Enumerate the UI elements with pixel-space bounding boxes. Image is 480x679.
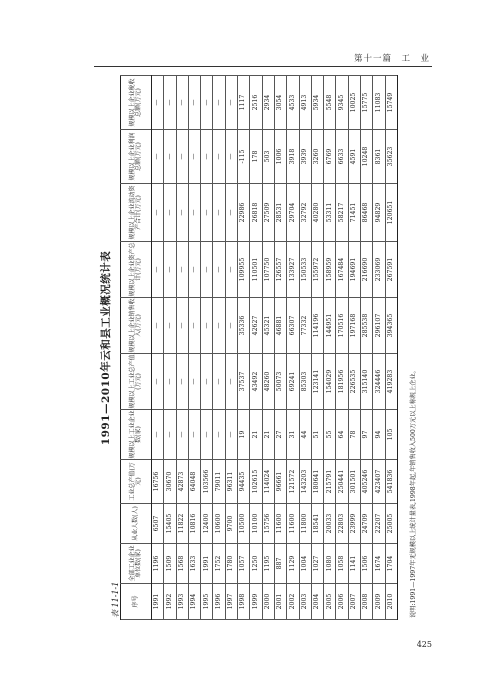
table-row — [385, 76, 397, 620]
table-cell: 1992 — [164, 584, 176, 620]
table-cell: 42627 — [250, 298, 262, 354]
table-cell: 1633 — [188, 544, 200, 584]
table-cell: 1752 — [213, 544, 225, 584]
table-cell: 45321 — [262, 298, 274, 354]
table-cell: — — [225, 298, 237, 354]
table-cell: 1058 — [336, 544, 348, 584]
table-cell: 1080 — [324, 544, 336, 584]
table-cell: 1129 — [287, 544, 299, 584]
table-cell: — — [164, 242, 176, 298]
table-cell: 1996 — [213, 584, 225, 620]
table-cell: 11600 — [274, 504, 286, 544]
table-cell: 3939 — [299, 130, 311, 184]
table-cell: 1006 — [274, 130, 286, 184]
table-cell: 103566 — [201, 460, 213, 504]
table-cell: — — [201, 410, 213, 460]
table-cell: 28531 — [274, 184, 286, 242]
table-cell: 15756 — [262, 504, 274, 544]
table-cell: 324446 — [373, 354, 385, 410]
table-cell: 46881 — [274, 298, 286, 354]
table-cell: 25005 — [385, 504, 397, 544]
table-cell: — — [201, 242, 213, 298]
table-cell: 170516 — [336, 298, 348, 354]
table-cell: — — [213, 410, 225, 460]
table-cell: 1568 — [176, 544, 188, 584]
table-cell: 1993 — [176, 584, 188, 620]
table-cell: — — [213, 184, 225, 242]
table-cell: 233069 — [373, 242, 385, 298]
table-cell: — — [188, 410, 200, 460]
table-cell: — — [152, 354, 164, 410]
table-cell: 1509 — [164, 544, 176, 584]
table-cell: 3260 — [311, 130, 323, 184]
table-cell: 53311 — [324, 184, 336, 242]
table-cell: 31 — [287, 410, 299, 460]
table-row — [152, 76, 164, 620]
table-row — [176, 76, 188, 620]
column-header: 规模以上企业利润总额(万元) — [121, 130, 152, 184]
table-cell: — — [225, 410, 237, 460]
table-cell: 126557 — [274, 242, 286, 298]
table-cell: 44 — [299, 410, 311, 460]
column-header: 规模以上工业企业数(家) — [121, 410, 152, 460]
table-cell: 78 — [348, 410, 360, 460]
table-row — [262, 76, 274, 620]
column-header: 工业总产值(万元) — [121, 460, 152, 504]
table-cell: 2001 — [274, 584, 286, 620]
table-cell: — — [201, 184, 213, 242]
table-cell: 23999 — [348, 504, 360, 544]
table-header-row — [121, 76, 152, 620]
table-cell: 1004 — [299, 544, 311, 584]
column-header: 规模以上企业资产总计(万元) — [121, 242, 152, 298]
table-cell: 181956 — [336, 354, 348, 410]
table-cell: 97 — [361, 410, 373, 460]
table-cell: 150533 — [299, 242, 311, 298]
table-body — [152, 76, 398, 620]
table-cell: — — [164, 130, 176, 184]
table-cell: 20033 — [324, 504, 336, 544]
table-cell: 11083 — [373, 76, 385, 130]
table-cell: — — [152, 410, 164, 460]
table-cell: 3054 — [274, 76, 286, 130]
table-cell: 114196 — [311, 298, 323, 354]
table-cell: 43492 — [250, 354, 262, 410]
table-cell: 11822 — [176, 504, 188, 544]
table-cell: — — [213, 298, 225, 354]
table-cell: 85303 — [299, 354, 311, 410]
table-cell: 35623 — [385, 130, 397, 184]
table-cell: — — [176, 184, 188, 242]
table-cell: 405246 — [361, 460, 373, 504]
table-row — [274, 76, 286, 620]
table-cell: 109955 — [238, 242, 250, 298]
table-cell: 9700 — [225, 504, 237, 544]
table-cell: 2003 — [299, 584, 311, 620]
table-cell: 2010 — [385, 584, 397, 620]
column-header: 序号 — [121, 584, 152, 620]
table-cell: 2004 — [311, 584, 323, 620]
table-cell: 2934 — [262, 76, 274, 130]
table-row — [336, 76, 348, 620]
table-cell: 110501 — [250, 242, 262, 298]
table-cell: 6769 — [324, 130, 336, 184]
table-cell: 1997 — [225, 584, 237, 620]
table-cell: 226535 — [348, 354, 360, 410]
table-cell: 2008 — [361, 584, 373, 620]
table-cell: 2007 — [348, 584, 360, 620]
table-cell: 107750 — [262, 242, 274, 298]
table-cell: 178 — [250, 130, 262, 184]
table-cell: — — [164, 76, 176, 130]
table-cell: 27 — [274, 410, 286, 460]
table-cell: 1117 — [238, 76, 250, 130]
table-row — [373, 76, 385, 620]
table-cell: 5934 — [311, 76, 323, 130]
table-cell: 2009 — [373, 584, 385, 620]
table-row — [164, 76, 176, 620]
table-cell: 22986 — [238, 184, 250, 242]
table-cell: 8361 — [373, 130, 385, 184]
table-cell: 887 — [274, 544, 286, 584]
table-cell: 5548 — [324, 76, 336, 130]
table-cell: 6507 — [152, 504, 164, 544]
table-cell: 1057 — [238, 544, 250, 584]
table-cell: — — [152, 184, 164, 242]
table-cell: 79011 — [213, 460, 225, 504]
table-cell: — — [225, 184, 237, 242]
table-cell: 40280 — [311, 184, 323, 242]
table-cell: 2516 — [250, 76, 262, 130]
table-cell: 1141 — [348, 544, 360, 584]
table-cell: — — [152, 130, 164, 184]
table-title: 1991—2010年云和县工业概况统计表 — [100, 250, 112, 446]
table-cell: 197168 — [348, 298, 360, 354]
table-cell: 24709 — [361, 504, 373, 544]
table-cell: 296107 — [373, 298, 385, 354]
statistics-table — [120, 75, 398, 620]
table-cell: 285538 — [361, 298, 373, 354]
table-cell: — — [188, 242, 200, 298]
table-cell: 10100 — [250, 504, 262, 544]
page-header — [94, 52, 432, 67]
table-cell: 32792 — [299, 184, 311, 242]
table-cell: — — [225, 242, 237, 298]
table-cell: 194691 — [348, 242, 360, 298]
table-cell: 1780 — [225, 544, 237, 584]
table-cell: 1674 — [373, 544, 385, 584]
table-cell: 11800 — [299, 504, 311, 544]
table-cell: 1250 — [250, 544, 262, 584]
table-cell: — — [201, 76, 213, 130]
table-row — [324, 76, 336, 620]
table-cell: 11600 — [287, 504, 299, 544]
table-row — [299, 76, 311, 620]
table-row — [250, 76, 262, 620]
table-cell: 1999 — [250, 584, 262, 620]
table-cell: 1994 — [188, 584, 200, 620]
table-cell: 541836 — [385, 460, 397, 504]
table-cell: 133927 — [287, 242, 299, 298]
table-cell: 2005 — [324, 584, 336, 620]
table-cell: 267591 — [385, 242, 397, 298]
table-cell: -115 — [238, 130, 250, 184]
table-cell: 180641 — [311, 460, 323, 504]
table-cell: 167484 — [336, 242, 348, 298]
table-label: 表 11-1-1 — [111, 581, 120, 618]
table-cell: 94435 — [238, 460, 250, 504]
table-row — [287, 76, 299, 620]
table-cell: 120651 — [385, 184, 397, 242]
table-cell: 35336 — [238, 298, 250, 354]
table-cell: — — [188, 130, 200, 184]
rotated-content — [94, 72, 432, 624]
table-cell: — — [188, 354, 200, 410]
table-cell: 3918 — [287, 130, 299, 184]
table-cell: 4591 — [348, 130, 360, 184]
table-cell: 144951 — [324, 298, 336, 354]
table-cell: 4533 — [287, 76, 299, 130]
table-cell: — — [188, 76, 200, 130]
table-cell: 143203 — [299, 460, 311, 504]
table-cell: — — [188, 184, 200, 242]
table-cell: — — [164, 184, 176, 242]
table-cell: 123141 — [311, 354, 323, 410]
table-cell: — — [164, 354, 176, 410]
rotated-content-area — [94, 72, 432, 624]
table-cell: 19 — [238, 410, 250, 460]
table-row — [238, 76, 250, 620]
table-cell: — — [213, 76, 225, 130]
table-cell: 10025 — [348, 76, 360, 130]
table-cell: 94 — [373, 410, 385, 460]
table-cell: 105 — [385, 410, 397, 460]
table-note: 说明:1991—1997年无规模以上统计量表,1998年起,年销售收入500万元以上称规上企业。 — [410, 367, 417, 618]
table-row — [201, 76, 213, 620]
column-header: 规模以上工业总产值(万元) — [121, 354, 152, 410]
table-cell: 15749 — [385, 76, 397, 130]
table-cell: 48260 — [262, 354, 274, 410]
table-cell: 301501 — [348, 460, 360, 504]
column-header: 规模以上企业流动资产合计(万元) — [121, 184, 152, 242]
table-cell: 1995 — [201, 584, 213, 620]
table-cell: — — [152, 242, 164, 298]
table-cell: 64 — [336, 410, 348, 460]
table-row — [188, 76, 200, 620]
column-header: 从业人数(人) — [121, 504, 152, 544]
table-cell: 30670 — [164, 460, 176, 504]
table-cell: 69241 — [287, 354, 299, 410]
table-row — [225, 76, 237, 620]
table-cell: 216690 — [361, 242, 373, 298]
table-cell: — — [201, 298, 213, 354]
column-header: 规模以上企业销售收入(万元) — [121, 298, 152, 354]
table-cell: 503 — [262, 130, 274, 184]
table-row — [311, 76, 323, 620]
table-cell: 1998 — [238, 584, 250, 620]
table-cell: 423407 — [373, 460, 385, 504]
table-cell: 27509 — [262, 184, 274, 242]
table-cell: — — [213, 242, 225, 298]
table-cell: 51 — [311, 410, 323, 460]
table-cell: 50073 — [274, 354, 286, 410]
table-cell: 15405 — [164, 504, 176, 544]
table-cell: 64048 — [188, 460, 200, 504]
table-cell: 96311 — [225, 460, 237, 504]
table-cell: — — [164, 410, 176, 460]
table-cell: — — [213, 130, 225, 184]
table-cell: 154029 — [324, 354, 336, 410]
table-cell: 22803 — [336, 504, 348, 544]
table-cell: 250441 — [336, 460, 348, 504]
table-cell: 58217 — [336, 184, 348, 242]
table-cell: 21 — [250, 410, 262, 460]
table-row — [348, 76, 360, 620]
table-cell: 96661 — [274, 460, 286, 504]
table-cell: — — [213, 354, 225, 410]
table-cell: 10600 — [213, 504, 225, 544]
table-cell: 4913 — [299, 76, 311, 130]
table-cell: 419283 — [385, 354, 397, 410]
table-cell: 71451 — [348, 184, 360, 242]
table-cell: 9345 — [336, 76, 348, 130]
table-cell: 10248 — [361, 130, 373, 184]
table-cell: 16756 — [152, 460, 164, 504]
table-cell: 102615 — [250, 460, 262, 504]
table-cell: 315140 — [361, 354, 373, 410]
table-cell: 12400 — [201, 504, 213, 544]
table-row — [213, 76, 225, 620]
table-cell: — — [152, 298, 164, 354]
table-cell: — — [201, 354, 213, 410]
table-cell: 215791 — [324, 460, 336, 504]
table-cell: 1027 — [311, 544, 323, 584]
table-cell: 29704 — [287, 184, 299, 242]
table-cell: 37537 — [238, 354, 250, 410]
table-cell: 6633 — [336, 130, 348, 184]
table-cell: — — [164, 298, 176, 354]
section-title: 第十一篇 工 业 — [353, 54, 430, 64]
table-cell: 1991 — [201, 544, 213, 584]
table-cell: 21 — [262, 410, 274, 460]
column-header: 全部工业企业单位数(家) — [121, 544, 152, 584]
table-cell: 10500 — [238, 504, 250, 544]
table-cell: 18541 — [311, 504, 323, 544]
table-cell: — — [176, 130, 188, 184]
table-cell: 121572 — [287, 460, 299, 504]
column-header: 规模以上企业税收总额(万元) — [121, 76, 152, 130]
table-cell: 22207 — [373, 504, 385, 544]
table-cell: 1991 — [152, 584, 164, 620]
table-cell: 42873 — [176, 460, 188, 504]
table-cell: 26818 — [250, 184, 262, 242]
table-cell: 1704 — [385, 544, 397, 584]
table-cell: — — [188, 298, 200, 354]
table-cell: 2002 — [287, 584, 299, 620]
table-cell: — — [176, 76, 188, 130]
table-cell: 394365 — [385, 298, 397, 354]
table-row — [361, 76, 373, 620]
table-cell: 66307 — [287, 298, 299, 354]
table-cell: 158959 — [324, 242, 336, 298]
table-cell: — — [201, 130, 213, 184]
table-cell: 114024 — [262, 460, 274, 504]
table-cell: 55 — [324, 410, 336, 460]
table-cell: — — [176, 354, 188, 410]
table-cell: 1195 — [262, 544, 274, 584]
table-cell: 1506 — [361, 544, 373, 584]
table-cell: 77332 — [299, 298, 311, 354]
table-cell: 2000 — [262, 584, 274, 620]
table-cell: — — [176, 298, 188, 354]
table-cell: — — [176, 242, 188, 298]
table-cell: 155972 — [311, 242, 323, 298]
table-cell: 15775 — [361, 76, 373, 130]
table-cell: 2006 — [336, 584, 348, 620]
table-cell: — — [176, 410, 188, 460]
table-cell: — — [225, 354, 237, 410]
table-cell: 86468 — [361, 184, 373, 242]
page-number: 425 — [416, 640, 432, 649]
table-cell: — — [225, 130, 237, 184]
table-cell: — — [225, 76, 237, 130]
table-cell: 94829 — [373, 184, 385, 242]
table-cell: 10816 — [188, 504, 200, 544]
table-cell: — — [152, 76, 164, 130]
table-cell: 1196 — [152, 544, 164, 584]
